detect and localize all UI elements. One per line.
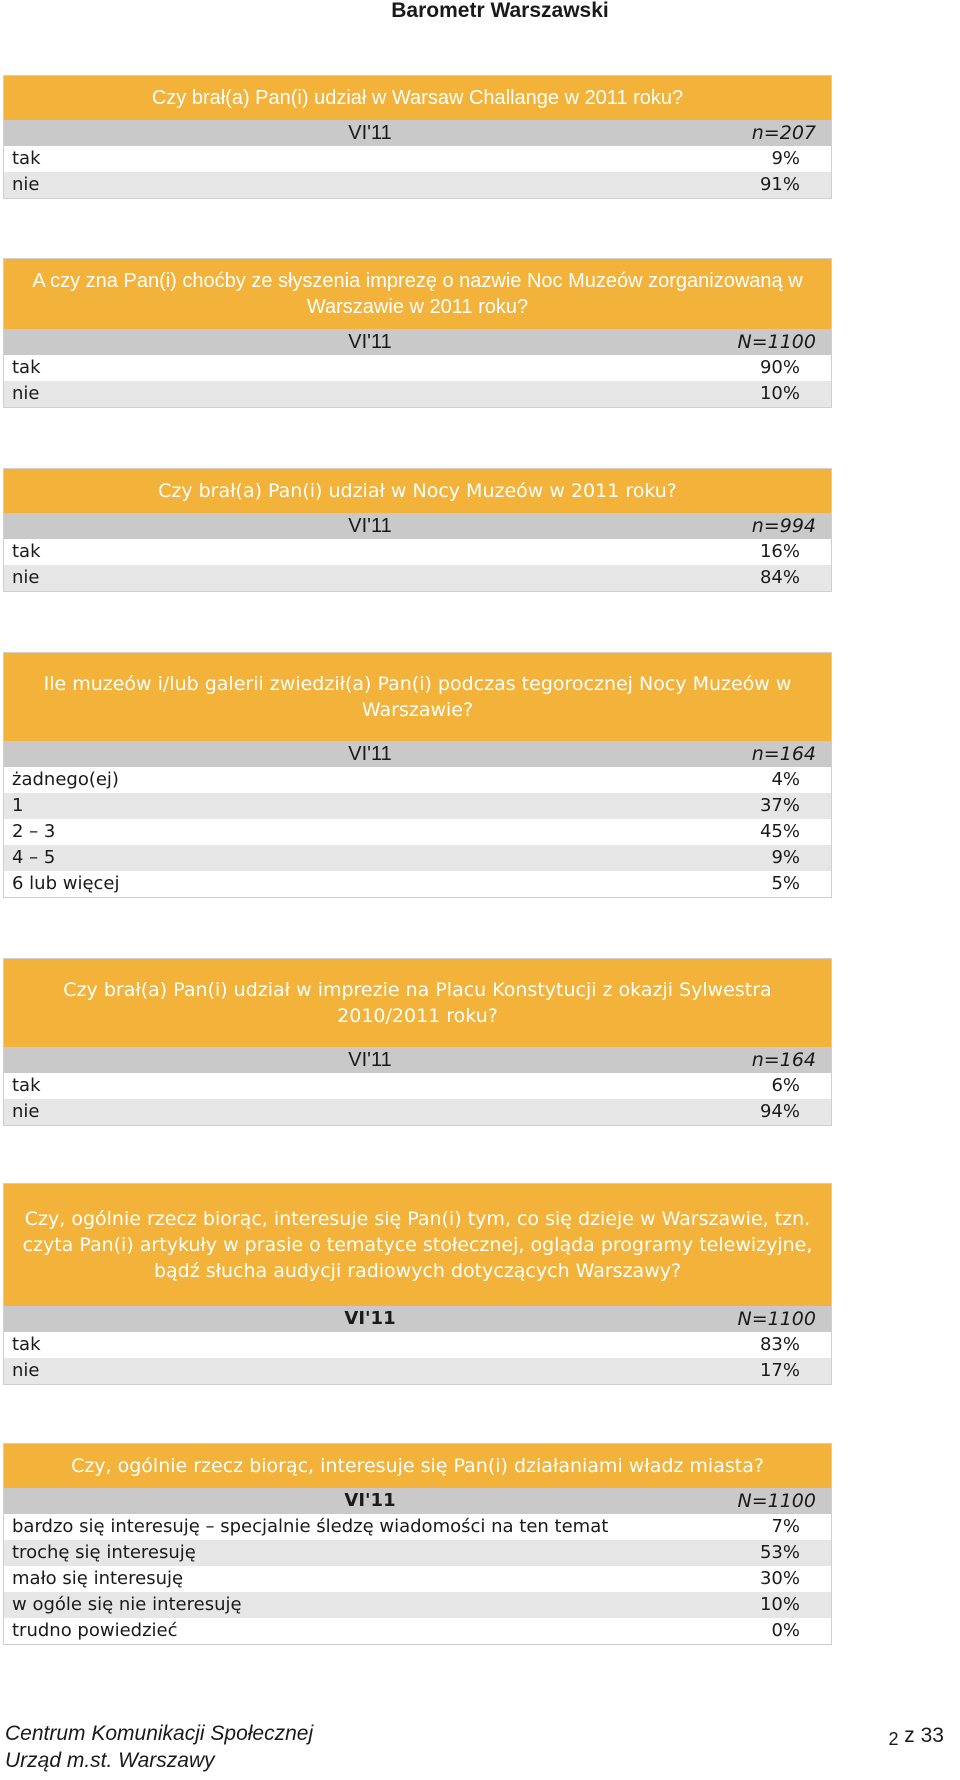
- answer-label: w ogóle się nie interesuję: [12, 1594, 242, 1615]
- answer-percent: 30%: [759, 1568, 800, 1589]
- sample-size: n=164: [751, 1049, 816, 1071]
- wave-header-row: [4, 1488, 831, 1514]
- sample-size: n=994: [751, 515, 816, 537]
- page-total: z 33: [904, 1724, 944, 1747]
- wave-label: VI'11: [348, 515, 392, 537]
- answer-row: [4, 355, 831, 381]
- answer-label: nie: [12, 1101, 40, 1122]
- sample-size: N=1100: [737, 1490, 816, 1512]
- answer-percent: 53%: [759, 1542, 800, 1563]
- footer-organization: [5, 1720, 313, 1774]
- answer-row: [4, 1073, 831, 1099]
- question-table: [3, 1183, 832, 1385]
- answer-row: [4, 1358, 831, 1384]
- question-table: [3, 468, 832, 592]
- answer-percent: 10%: [759, 1594, 800, 1615]
- question-text: Czy brał(a) Pan(i) udział w imprezie na Placu Konstytucji z okazji Sylwestra 2010/2011 roku?: [4, 959, 831, 1047]
- answer-row: [4, 1592, 831, 1618]
- question-table: [3, 652, 832, 898]
- wave-header-row: [4, 513, 831, 539]
- answer-row: [4, 1540, 831, 1566]
- answer-row: [4, 172, 831, 198]
- answer-row: [4, 767, 831, 793]
- answer-label: trochę się interesuję: [12, 1542, 196, 1563]
- answer-label: nie: [12, 174, 40, 195]
- wave-label: VI'11: [348, 331, 392, 353]
- answer-label: tak: [12, 1075, 41, 1096]
- wave-label: VI'11: [344, 1308, 396, 1329]
- wave-header-row: [4, 741, 831, 767]
- answer-percent: 91%: [759, 174, 800, 195]
- answer-row: [4, 845, 831, 871]
- answer-percent: 37%: [759, 795, 800, 816]
- answer-label: mało się interesuję: [12, 1568, 184, 1589]
- answer-label: nie: [12, 383, 40, 404]
- answer-row: [4, 1332, 831, 1358]
- answer-label: tak: [12, 1334, 41, 1355]
- answer-label: bardzo się interesuję – specjalnie śledzę wiadomości na ten temat: [12, 1516, 609, 1537]
- sample-size: N=1100: [737, 331, 816, 353]
- answer-percent: 10%: [759, 383, 800, 404]
- sample-size: n=207: [751, 122, 816, 144]
- footer-org-line2: Urząd m.st. Warszawy: [5, 1749, 215, 1772]
- wave-header-row: [4, 120, 831, 146]
- answer-label: nie: [12, 567, 40, 588]
- wave-header-row: [4, 329, 831, 355]
- answer-label: żadnego(ej): [12, 769, 119, 790]
- answer-percent: 94%: [759, 1101, 800, 1122]
- answer-row: [4, 1566, 831, 1592]
- wave-label: VI'11: [348, 1049, 392, 1071]
- page-number: [888, 1724, 944, 1748]
- answer-label: 2 – 3: [12, 821, 56, 842]
- answer-row: [4, 565, 831, 591]
- answer-label: tak: [12, 357, 41, 378]
- question-text: Ile muzeów i/lub galerii zwiedził(a) Pan(i) podczas tegorocznej Nocy Muzeów w Warszawie?: [4, 653, 831, 741]
- answer-percent: 45%: [759, 821, 800, 842]
- answer-row: [4, 819, 831, 845]
- footer-org-line1: Centrum Komunikacji Społecznej: [5, 1722, 314, 1745]
- answer-percent: 6%: [771, 1075, 800, 1096]
- answer-percent: 7%: [771, 1516, 800, 1537]
- answer-label: tak: [12, 148, 41, 169]
- question-table: [3, 1443, 832, 1645]
- answer-row: [4, 1099, 831, 1125]
- question-table: [3, 75, 832, 199]
- answer-label: 1: [12, 795, 24, 816]
- answer-row: [4, 793, 831, 819]
- answer-percent: 0%: [771, 1620, 800, 1641]
- answer-label: 4 – 5: [12, 847, 56, 868]
- wave-label: VI'11: [348, 743, 392, 765]
- answer-row: [4, 871, 831, 897]
- answer-label: 6 lub więcej: [12, 873, 120, 894]
- wave-label: VI'11: [348, 122, 392, 144]
- answer-percent: 5%: [771, 873, 800, 894]
- question-text: A czy zna Pan(i) choćby ze słyszenia imprezę o nazwie Noc Muzeów zorganizowaną w Warszawie w 2011 roku?: [4, 259, 831, 329]
- question-text: Czy brał(a) Pan(i) udział w Nocy Muzeów w 2011 roku?: [4, 469, 831, 513]
- answer-percent: 84%: [759, 567, 800, 588]
- wave-label: VI'11: [344, 1490, 396, 1511]
- answer-label: trudno powiedzieć: [12, 1620, 178, 1641]
- answer-percent: 9%: [771, 148, 800, 169]
- answer-row: [4, 381, 831, 407]
- answer-percent: 83%: [759, 1334, 800, 1355]
- question-text: Czy, ogólnie rzecz biorąc, interesuje się Pan(i) działaniami władz miasta?: [4, 1444, 831, 1488]
- answer-percent: 16%: [759, 541, 800, 562]
- question-table: [3, 258, 832, 408]
- answer-label: nie: [12, 1360, 40, 1381]
- answer-row: [4, 1618, 831, 1644]
- answer-row: [4, 1514, 831, 1540]
- answer-percent: 9%: [771, 847, 800, 868]
- wave-header-row: [4, 1047, 831, 1073]
- answer-label: tak: [12, 541, 41, 562]
- answer-percent: 4%: [771, 769, 800, 790]
- sample-size: n=164: [751, 743, 816, 765]
- answer-row: [4, 146, 831, 172]
- question-table: [3, 958, 832, 1126]
- wave-header-row: [4, 1306, 831, 1332]
- question-text: Czy, ogólnie rzecz biorąc, interesuje się Pan(i) tym, co się dzieje w Warszawie, tzn. czyta Pan(i) artykuły w prasie o tematyce stołecznej, ogląda programy telewizyjne, bądź słucha audycji radiowych dotyczących Warszawy?: [4, 1184, 831, 1306]
- answer-percent: 90%: [759, 357, 800, 378]
- answer-row: [4, 539, 831, 565]
- page-title: Barometr Warszawski: [391, 0, 609, 22]
- question-text: Czy brał(a) Pan(i) udział w Warsaw Challange w 2011 roku?: [4, 76, 831, 120]
- page-current: 2: [888, 1729, 899, 1749]
- answer-percent: 17%: [759, 1360, 800, 1381]
- sample-size: N=1100: [737, 1308, 816, 1330]
